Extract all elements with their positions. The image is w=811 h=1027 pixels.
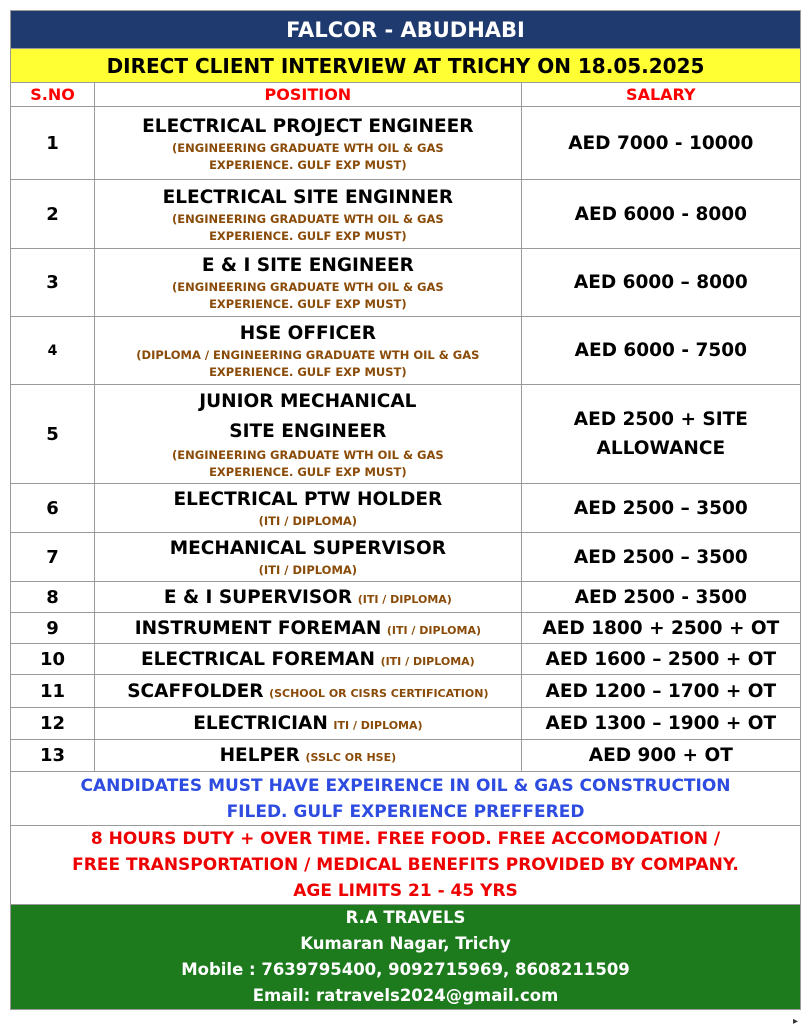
- position-title: ELECTRICIAN: [193, 713, 328, 734]
- contact-footer-row: [11, 905, 801, 1010]
- experience-notice: [11, 772, 801, 826]
- row-salary: AED 1600 – 2500 + OT: [521, 644, 800, 675]
- row-salary: AED 2500 – 3500: [521, 533, 800, 582]
- row-position-cell: [95, 385, 522, 484]
- row-salary: AED 6000 – 8000: [521, 249, 800, 317]
- position-title: HELPER: [219, 745, 300, 766]
- row-position-cell: [95, 582, 522, 613]
- row-position-cell: [95, 613, 522, 644]
- position-title: ELECTRICAL PTW HOLDER: [173, 489, 443, 510]
- row-sno: 10: [11, 644, 95, 675]
- position-title: ELECTRICAL FOREMAN: [141, 648, 375, 670]
- table-row: [11, 708, 801, 740]
- row-position-cell: [95, 740, 522, 772]
- row-salary: AED 2500 – 3500: [521, 484, 800, 533]
- experience-notice-line: CANDIDATES MUST HAVE EXPEIRENCE IN OIL & GAS CONSTRUCTION: [80, 775, 731, 796]
- table-row: [11, 385, 801, 484]
- company-name: R.A TRAVELS: [345, 908, 466, 927]
- benefits-notice-row: [11, 826, 801, 905]
- position-requirement: (ENGINEERING GRADUATE WTH OIL & GAS EXPERIENCE. GULF EXP MUST): [172, 211, 444, 243]
- position-requirement: (ITI / DIPLOMA): [258, 563, 358, 577]
- row-sno: 5: [11, 385, 95, 484]
- table-row: [11, 582, 801, 613]
- position-requirement: (ITI / DIPLOMA): [357, 592, 452, 606]
- row-salary: AED 2500 + SITE ALLOWANCE: [521, 385, 800, 484]
- experience-notice-line: FILED. GULF EXPERIENCE PREFFERED: [226, 801, 585, 822]
- row-sno: 9: [11, 613, 95, 644]
- title-row: [11, 11, 801, 49]
- row-salary: AED 1300 – 1900 + OT: [521, 708, 800, 740]
- row-position-cell: [95, 484, 522, 533]
- row-position-cell: [95, 249, 522, 317]
- position-requirement: (SCHOOL OR CISRS CERTIFICATION): [269, 686, 489, 700]
- table-row: [11, 644, 801, 675]
- row-sno: 2: [11, 180, 95, 249]
- position-requirement: (ENGINEERING GRADUATE WTH OIL & GAS EXPERIENCE. GULF EXP MUST): [172, 140, 444, 172]
- column-header-row: [11, 83, 801, 107]
- position-requirement: ITI / DIPLOMA): [333, 719, 423, 732]
- table-row: [11, 740, 801, 772]
- position-title: INSTRUMENT FOREMAN: [134, 617, 382, 639]
- row-salary: AED 6000 - 7500: [521, 317, 800, 385]
- experience-notice-row: [11, 772, 801, 826]
- position-requirement: (SSLC OR HSE): [305, 751, 397, 764]
- contact-mobile: Mobile : 7639795400, 9092715969, 8608211509: [181, 960, 630, 979]
- table-row: [11, 317, 801, 385]
- table-row: [11, 484, 801, 533]
- row-sno: 11: [11, 675, 95, 708]
- row-position-cell: [95, 180, 522, 249]
- mouse-cursor-icon: ▸: [793, 1016, 799, 1027]
- table-row: [11, 249, 801, 317]
- row-salary: AED 900 + OT: [521, 740, 800, 772]
- row-salary: AED 1200 – 1700 + OT: [521, 675, 800, 708]
- contact-email: Email: ratravels2024@gmail.com: [252, 986, 559, 1005]
- row-sno: 3: [11, 249, 95, 317]
- row-sno: 13: [11, 740, 95, 772]
- row-salary: AED 7000 - 10000: [521, 107, 800, 180]
- position-title: ELECTRICAL SITE ENGINNER: [162, 186, 454, 208]
- position-title: SCAFFOLDER: [127, 680, 264, 702]
- row-sno: 7: [11, 533, 95, 582]
- row-position-cell: [95, 644, 522, 675]
- age-limit-line: AGE LIMITS 21 - 45 YRS: [293, 881, 518, 901]
- position-requirement: (ITI / DIPLOMA): [258, 514, 358, 528]
- row-sno: 12: [11, 708, 95, 740]
- company-address: Kumaran Nagar, Trichy: [300, 934, 511, 953]
- position-title: JUNIOR MECHANICAL SITE ENGINEER: [199, 391, 417, 442]
- table-row: [11, 675, 801, 708]
- subtitle-row: [11, 49, 801, 83]
- contact-footer: [11, 905, 801, 1010]
- position-title: E & I SITE ENGINEER: [201, 255, 414, 276]
- job-listing-table: [10, 10, 801, 1010]
- interview-banner: DIRECT CLIENT INTERVIEW AT TRICHY ON 18.05.2025: [11, 49, 801, 83]
- table-row: [11, 107, 801, 180]
- row-salary: AED 6000 - 8000: [521, 180, 800, 249]
- row-sno: 1: [11, 107, 95, 180]
- table-row: [11, 180, 801, 249]
- row-salary: AED 2500 - 3500: [521, 582, 800, 613]
- row-position-cell: [95, 107, 522, 180]
- row-sno: 6: [11, 484, 95, 533]
- benefits-notice-line: 8 HOURS DUTY + OVER TIME. FREE FOOD. FREE ACCOMODATION /: [90, 829, 721, 849]
- benefits-notice: [11, 826, 801, 905]
- row-position-cell: [95, 317, 522, 385]
- column-header-position: POSITION: [95, 83, 522, 107]
- row-position-cell: [95, 533, 522, 582]
- position-requirement: (ITI / DIPLOMA): [380, 654, 475, 668]
- position-requirement: (ITI / DIPLOMA): [386, 623, 482, 637]
- position-title: HSE OFFICER: [239, 323, 376, 344]
- page-title: FALCOR - ABUDHABI: [11, 11, 801, 49]
- row-sno: 8: [11, 582, 95, 613]
- table-row: [11, 533, 801, 582]
- position-title: MECHANICAL SUPERVISOR: [169, 538, 446, 559]
- row-position-cell: [95, 675, 522, 708]
- row-salary: AED 1800 + 2500 + OT: [521, 613, 800, 644]
- position-requirement: (ENGINEERING GRADUATE WTH OIL & GAS EXPERIENCE. GULF EXP MUST): [172, 448, 444, 479]
- position-requirement: (ENGINEERING GRADUATE WTH OIL & GAS EXPERIENCE. GULF EXP MUST): [172, 280, 444, 311]
- row-sno: 4: [11, 317, 95, 385]
- benefits-notice-line: FREE TRANSPORTATION / MEDICAL BENEFITS PROVIDED BY COMPANY.: [72, 855, 739, 875]
- position-title: ELECTRICAL PROJECT ENGINEER: [142, 115, 474, 137]
- table-row: [11, 613, 801, 644]
- column-header-salary: SALARY: [521, 83, 800, 107]
- position-title: E & I SUPERVISOR: [163, 586, 353, 608]
- position-requirement: (DIPLOMA / ENGINEERING GRADUATE WTH OIL & GAS EXPERIENCE. GULF EXP MUST): [136, 348, 480, 379]
- column-header-sno: S.NO: [11, 83, 95, 107]
- row-position-cell: [95, 708, 522, 740]
